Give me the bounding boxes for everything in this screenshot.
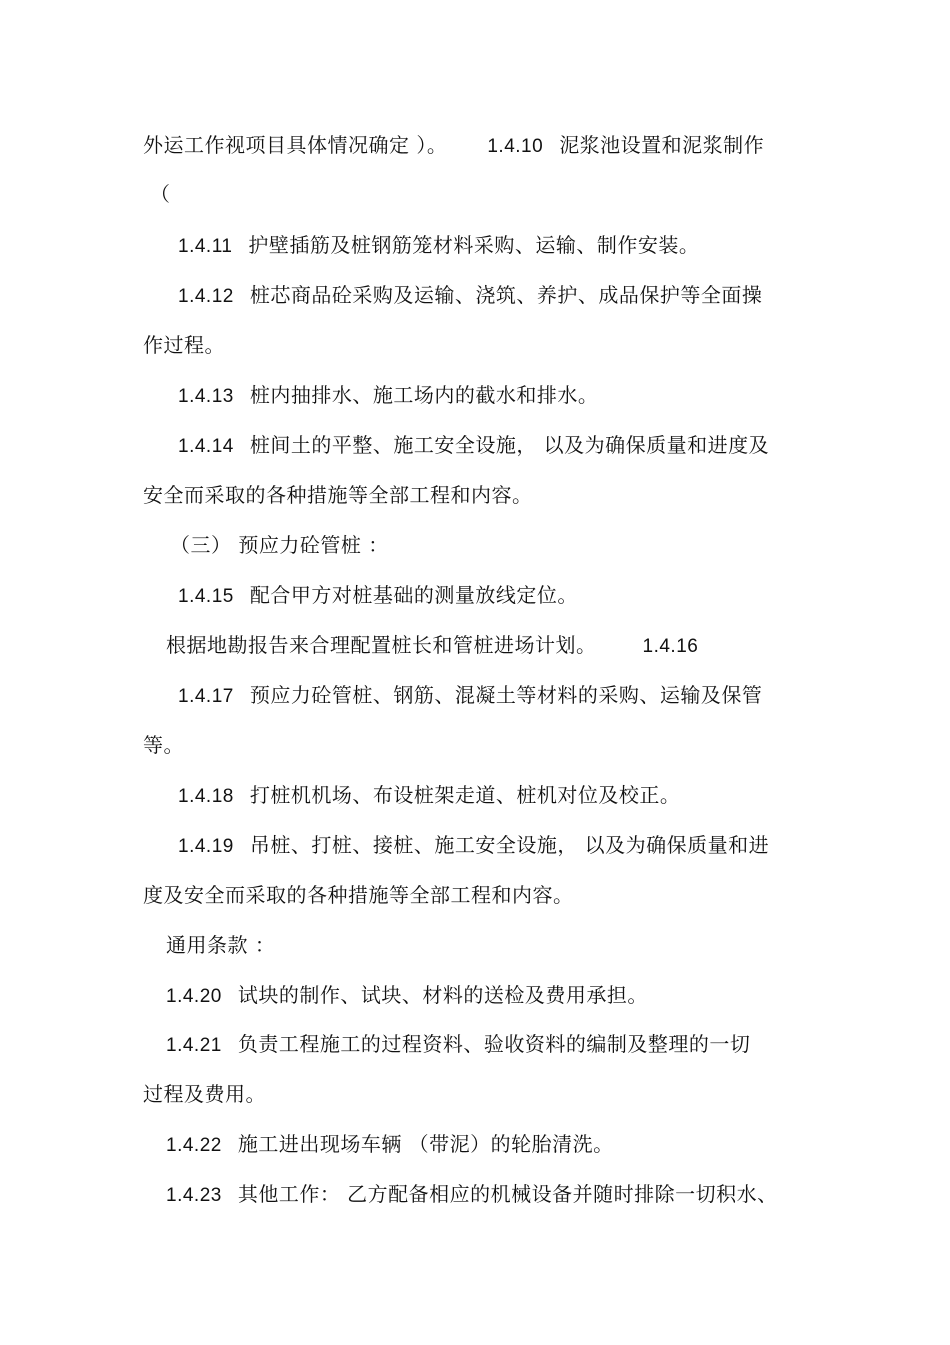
text-line (166, 1180, 778, 1210)
clause-text: 预应力砼管桩、钢筋、混凝土等材料的采购、运输及保管 (249, 683, 763, 707)
clause-text: 施工进出现场车辆 （带泥）的轮胎清洗。 (237, 1132, 614, 1156)
text-line (166, 631, 714, 661)
clause-number: 1.4.12 (178, 286, 234, 307)
clause-text: 桩内抽排水、施工场内的截水和排水。 (249, 383, 599, 407)
text-line (143, 881, 574, 909)
line-text: 根据地勘报告来合理配置桩长和管桩进场计划。 (166, 633, 597, 657)
text-line (143, 131, 764, 161)
section-heading-text: 通用条款 ： (166, 933, 276, 957)
text-line (143, 731, 184, 759)
section-heading-text: （三） 预应力砼管桩 ： (170, 533, 389, 557)
clause-text: 打桩机机场、布设桩架走道、桩机对位及校正。 (249, 783, 681, 807)
line-text: 安全而采取的各种措施等全部工程和内容。 (143, 483, 533, 507)
clause-number: 1.4.18 (178, 786, 234, 807)
text-line (150, 180, 171, 208)
line-text: 作过程。 (143, 333, 225, 357)
clause-number: 1.4.22 (166, 1135, 222, 1156)
text-line (178, 281, 762, 311)
clause-number: 1.4.19 (178, 836, 234, 857)
section-heading (170, 531, 389, 559)
clause-text: 吊桩、打桩、接桩、施工安全设施， 以及为确保质量和进 (249, 833, 770, 857)
clause-text: 其他工作： 乙方配备相应的机械设备并随时排除一切积水、 (237, 1182, 778, 1206)
clause-text: 试块的制作、试块、材料的送检及费用承担。 (237, 983, 648, 1007)
text-line (178, 681, 762, 711)
clause-number: 1.4.15 (178, 586, 234, 607)
clause-number: 1.4.14 (178, 436, 234, 457)
text-line (178, 781, 680, 811)
text-line (143, 1080, 266, 1108)
line-text: 度及安全而采取的各种措施等全部工程和内容。 (143, 883, 574, 907)
clause-number: 1.4.16 (642, 636, 699, 657)
clause-number: 1.4.17 (178, 686, 234, 707)
clause-number: 1.4.21 (166, 1035, 222, 1056)
clause-number: 1.4.20 (166, 986, 222, 1007)
text-line (178, 831, 769, 861)
clause-number: 1.4.23 (166, 1185, 222, 1206)
clause-text: 配合甲方对桩基础的测量放线定位。 (249, 583, 578, 607)
text-line (143, 331, 225, 359)
text-line (178, 431, 769, 461)
clause-text: 桩芯商品砼采购及运输、浇筑、养护、成品保护等全面操 (249, 283, 763, 307)
clause-text: 护壁插筋及桩钢筋笼材料采购、运输、制作安装。 (248, 233, 700, 257)
text-line (178, 381, 598, 411)
line-text: 等。 (143, 733, 184, 757)
text-line (166, 981, 648, 1011)
clause-text: 泥浆池设置和泥浆制作 (559, 133, 765, 157)
clause-text: 负责工程施工的过程资料、验收资料的编制及整理的一切 (237, 1032, 751, 1056)
text-line (178, 231, 699, 261)
clause-number: 1.4.10 (487, 136, 544, 157)
text-line (166, 1130, 614, 1160)
line-lead-text: 外运工作视项目具体情况确定 ）。 (143, 133, 448, 157)
clause-number: 1.4.11 (178, 236, 233, 257)
text-line (143, 481, 533, 509)
clause-number: 1.4.13 (178, 386, 234, 407)
section-heading (166, 931, 275, 959)
text-line (166, 1030, 750, 1060)
clause-text: 桩间土的平整、施工安全设施， 以及为确保质量和进度及 (249, 433, 770, 457)
text-line (178, 581, 578, 611)
line-text: （ (150, 182, 171, 206)
line-text: 过程及费用。 (143, 1082, 266, 1106)
